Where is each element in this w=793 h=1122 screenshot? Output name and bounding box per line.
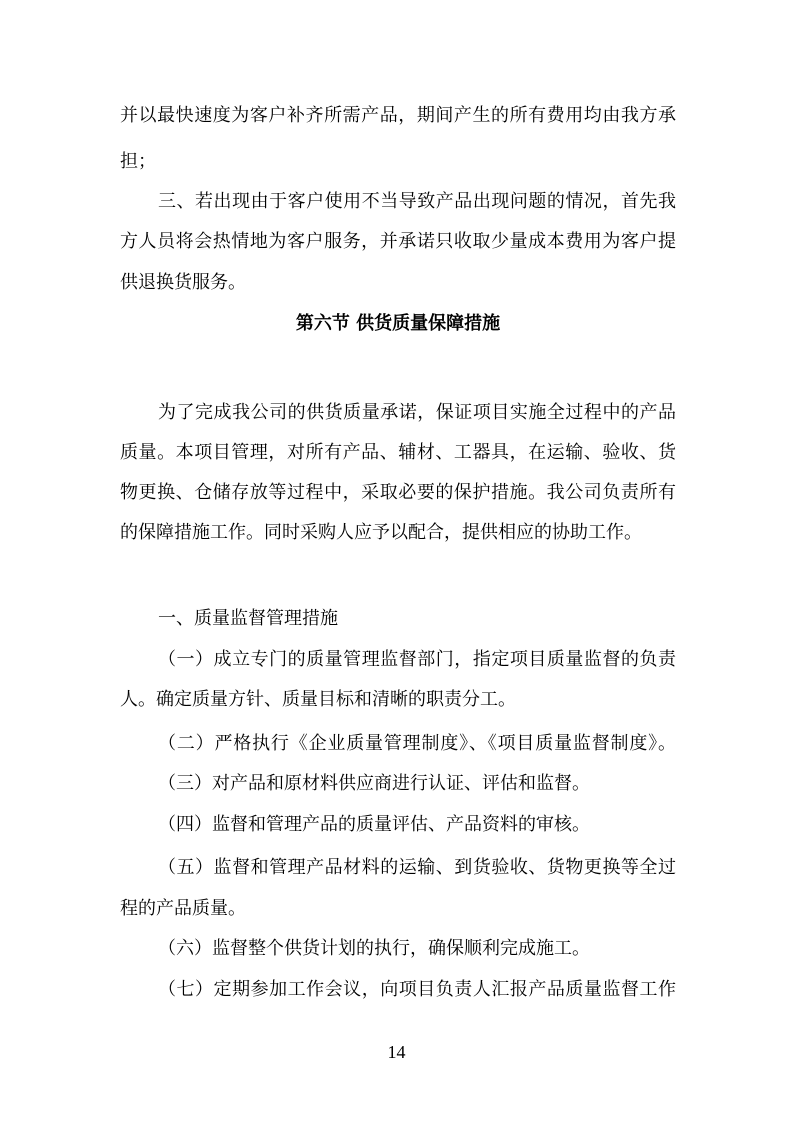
paragraph-line: 物更换、仓储存放等过程中，采取必要的保护措施。我公司负责所有 [120,482,676,503]
page-number: 14 [387,1042,406,1062]
list-item: （一）成立专门的质量管理监督部门，指定项目质量监督的负责 [158,649,676,670]
list-item: （五）监督和管理产品材料的运输、到货验收、货物更换等全过 [158,857,676,878]
paragraph-line: 并以最快速度为客户补齐所需产品，期间产生的所有费用均由我方承 [120,105,676,126]
subsection-heading: 一、质量监督管理措施 [158,608,338,629]
list-item: （二）严格执行《企业质量管理制度》、《项目质量监督制度》。 [158,733,676,754]
list-item: （六）监督整个供货计划的执行，确保顺利完成施工。 [158,938,590,959]
paragraph-line: 的保障措施工作。同时采购人应予以配合，提供相应的协助工作。 [120,522,642,543]
list-item: （七）定期参加工作会议，向项目负责人汇报产品质量监督工作 [158,979,676,1000]
list-item-continuation: 人。确定质量方针、质量目标和清晰的职责分工。 [120,689,516,710]
paragraph-line: 三、若出现由于客户使用不当导致产品出现问题的情况，首先我 [158,191,676,212]
paragraph-line: 为了完成我公司的供货质量承诺，保证项目实施全过程中的产品 [158,402,676,423]
list-item-continuation: 程的产品质量。 [120,898,246,919]
list-item: （四）监督和管理产品的质量评估、产品资料的审核。 [158,814,590,835]
paragraph-line: 质量。本项目管理，对所有产品、辅材、工器具，在运输、验收、货 [120,442,676,463]
paragraph-line: 担； [120,151,156,172]
paragraph-line: 方人员将会热情地为客户服务，并承诺只收取少量成本费用为客户提 [120,231,676,252]
list-item: （三）对产品和原材料供应商进行认证、评估和监督。 [158,773,590,794]
paragraph-line: 供退换货服务。 [120,272,246,293]
section-title: 第六节 供货质量保障措施 [295,313,501,334]
